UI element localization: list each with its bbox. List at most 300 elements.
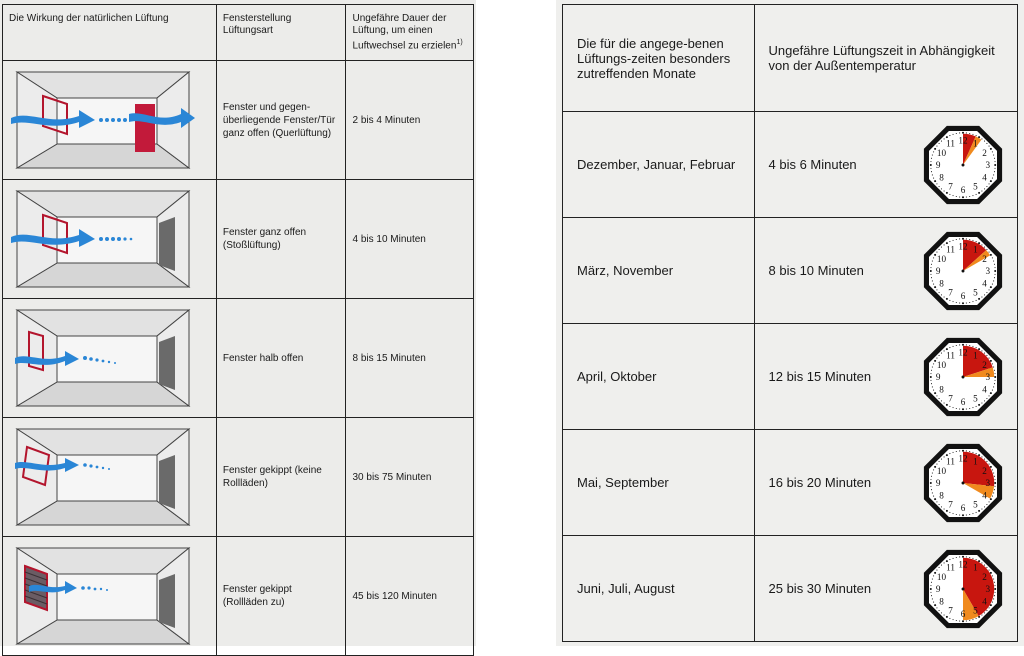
clock-tick bbox=[939, 354, 940, 355]
clock-tick bbox=[972, 407, 973, 408]
clock-tick bbox=[981, 456, 982, 457]
clock-tick bbox=[959, 196, 960, 197]
header-effect: Die Wirkung der natürlichen Lüftung bbox=[3, 5, 217, 61]
clock-tick bbox=[949, 193, 950, 194]
clock-tick bbox=[989, 569, 990, 570]
clock-number: 3 bbox=[985, 583, 991, 594]
clock-tick bbox=[990, 498, 992, 500]
clock-tick bbox=[976, 193, 977, 194]
clock-number: 7 bbox=[948, 605, 953, 616]
clock-number: 4 bbox=[982, 278, 987, 289]
time-text: 25 bis 30 Minuten bbox=[768, 581, 872, 596]
clock-tick bbox=[984, 400, 985, 401]
clock-number: 6 bbox=[960, 502, 966, 513]
table-row bbox=[563, 324, 1018, 430]
clock-tick bbox=[992, 601, 993, 602]
clock-tick bbox=[933, 469, 934, 470]
clock-tick bbox=[992, 495, 993, 496]
footnote-marker: 1) bbox=[456, 39, 463, 46]
clock-number: 10 bbox=[936, 147, 947, 158]
clock-icon bbox=[917, 225, 1009, 317]
clock-number: 12 bbox=[958, 558, 968, 569]
clock-tick bbox=[939, 609, 940, 610]
clock-tick bbox=[969, 344, 970, 345]
clock-number: 9 bbox=[935, 265, 941, 276]
clock-tick bbox=[994, 591, 995, 592]
clock-tick bbox=[989, 251, 990, 252]
clock-tick bbox=[930, 585, 931, 586]
clock-tick bbox=[994, 587, 996, 589]
table-row bbox=[563, 536, 1018, 642]
clock-tick bbox=[994, 167, 995, 168]
clock-tick bbox=[992, 151, 993, 152]
clock-tick bbox=[981, 296, 982, 297]
clock-tick bbox=[990, 147, 992, 149]
clock-tick bbox=[930, 479, 931, 480]
clock-tick bbox=[934, 604, 936, 606]
clock-tick bbox=[944, 138, 945, 139]
duration-text: 4 bis 10 Minuten bbox=[346, 180, 474, 299]
clock-tick bbox=[941, 294, 942, 295]
table-row bbox=[563, 430, 1018, 536]
clock-tick bbox=[969, 556, 970, 557]
clock-tick bbox=[992, 469, 993, 470]
clock-number: 7 bbox=[948, 287, 953, 298]
clock-tick bbox=[992, 363, 993, 364]
clock-tick bbox=[981, 508, 982, 509]
clock-tick bbox=[952, 301, 953, 302]
clock-center bbox=[962, 163, 965, 166]
clock-tick bbox=[994, 157, 995, 158]
clock-number: 12 bbox=[958, 346, 968, 357]
window-and-door-open-icon bbox=[9, 68, 197, 172]
clock-tick bbox=[994, 373, 995, 374]
clock-tick bbox=[952, 133, 953, 134]
clock-tick bbox=[944, 296, 945, 297]
clock-tick bbox=[936, 395, 937, 396]
clock-center bbox=[962, 587, 965, 590]
clock-tick bbox=[939, 503, 940, 504]
clock-tick bbox=[941, 188, 942, 189]
clock-number: 2 bbox=[982, 359, 987, 370]
clock-tick bbox=[931, 157, 932, 158]
clock-tick bbox=[994, 273, 995, 274]
clock-tick bbox=[990, 359, 992, 361]
clock-tick bbox=[986, 460, 987, 461]
clock-tick bbox=[952, 513, 953, 514]
clock-tick bbox=[930, 273, 931, 274]
clock-tick bbox=[994, 267, 995, 268]
clock-tick bbox=[949, 559, 950, 560]
clock-number: 2 bbox=[982, 571, 987, 582]
clock-tick bbox=[972, 345, 973, 346]
clock-tick bbox=[989, 289, 990, 290]
clock-tick bbox=[936, 569, 937, 570]
clock-tick bbox=[993, 386, 994, 387]
clock-tick bbox=[944, 562, 945, 563]
clock-tick bbox=[956, 619, 957, 620]
clock-tick bbox=[984, 140, 985, 141]
header-duration-text: Ungefähre Dauer der Lüftung, um einen Luftwechsel zu erzielen bbox=[352, 13, 457, 52]
clock-tick bbox=[966, 556, 967, 557]
clock-tick bbox=[936, 501, 937, 502]
clock-tick bbox=[962, 237, 964, 239]
clock-tick bbox=[933, 495, 934, 496]
clock-tick bbox=[994, 581, 995, 582]
clock-tick bbox=[959, 450, 960, 451]
clock-tick bbox=[949, 299, 950, 300]
clock-tick bbox=[994, 163, 996, 165]
clock-tick bbox=[978, 348, 980, 350]
clock-tick bbox=[976, 453, 977, 454]
clock-number: 4 bbox=[982, 596, 987, 607]
clock-tick bbox=[932, 578, 933, 579]
clock-number: 6 bbox=[960, 184, 966, 195]
window-fully-open-icon bbox=[9, 187, 197, 291]
clock-tick bbox=[944, 190, 945, 191]
clock-tick bbox=[969, 450, 970, 451]
clock-tick bbox=[952, 239, 953, 240]
months-text: Mai, September bbox=[563, 430, 755, 536]
clock-tick bbox=[931, 489, 932, 490]
clock-tick bbox=[956, 450, 957, 451]
clock-tick bbox=[972, 195, 973, 196]
clock-tick bbox=[994, 379, 995, 380]
clock-tick bbox=[936, 463, 937, 464]
clock-tick bbox=[966, 450, 967, 451]
clock-number: 11 bbox=[946, 456, 956, 467]
clock-tick bbox=[993, 492, 994, 493]
clock-number: 10 bbox=[936, 571, 947, 582]
clock-tick bbox=[952, 407, 953, 408]
clock-tick bbox=[976, 405, 977, 406]
clock-tick bbox=[931, 277, 932, 278]
clock-tick bbox=[981, 402, 982, 403]
clock-tick bbox=[993, 154, 994, 155]
clock-tick bbox=[936, 607, 937, 608]
clock-number: 11 bbox=[946, 244, 956, 255]
clock-tick bbox=[930, 269, 932, 271]
clock-tick bbox=[976, 241, 977, 242]
clock-number: 7 bbox=[948, 499, 953, 510]
clock-number: 7 bbox=[948, 181, 953, 192]
clock-number: 12 bbox=[958, 134, 968, 145]
clock-tick bbox=[993, 174, 994, 175]
clock-tick bbox=[969, 132, 970, 133]
clock-tick bbox=[931, 383, 932, 384]
clock-number: 3 bbox=[985, 371, 991, 382]
clock-tick bbox=[941, 564, 942, 565]
clock-number: 8 bbox=[939, 596, 944, 607]
clock-tick bbox=[992, 283, 993, 284]
clock-tick bbox=[981, 614, 982, 615]
clock-tick bbox=[966, 514, 967, 515]
clock-tick bbox=[939, 185, 940, 186]
clock-tick bbox=[972, 301, 973, 302]
clock-tick bbox=[994, 475, 995, 476]
clock-tick bbox=[962, 620, 964, 622]
clock-tick bbox=[986, 566, 987, 567]
clock-tick bbox=[986, 291, 987, 292]
clock-tick bbox=[959, 238, 960, 239]
clock-number: 8 bbox=[939, 172, 944, 183]
clock-tick bbox=[978, 509, 980, 511]
clock-tick bbox=[976, 299, 977, 300]
clock-tick bbox=[944, 244, 945, 245]
clock-tick bbox=[984, 188, 985, 189]
clock-tick bbox=[986, 354, 987, 355]
table-row bbox=[3, 537, 474, 656]
clock-tick bbox=[994, 369, 995, 370]
clock-tick bbox=[966, 408, 967, 409]
clock-number: 10 bbox=[936, 253, 947, 264]
clock-center bbox=[962, 269, 965, 272]
clock-number: 8 bbox=[939, 490, 944, 501]
clock-tick bbox=[930, 587, 932, 589]
clock-tick bbox=[976, 559, 977, 560]
time-text: 8 bis 10 Minuten bbox=[768, 263, 864, 278]
clock-tick bbox=[934, 465, 936, 467]
clock-tick bbox=[994, 375, 996, 377]
clock-tick bbox=[959, 620, 960, 621]
window-half-open-icon bbox=[9, 306, 197, 410]
table-header-row bbox=[3, 5, 474, 61]
clock-tick bbox=[972, 133, 973, 134]
clock-tick bbox=[931, 475, 932, 476]
duration-text: 2 bis 4 Minuten bbox=[346, 61, 474, 180]
clock-tick bbox=[978, 454, 980, 456]
clock-tick bbox=[994, 485, 995, 486]
clock-tick bbox=[992, 257, 993, 258]
clock-tick bbox=[949, 453, 950, 454]
clock-number: 1 bbox=[973, 244, 978, 255]
clock-tick bbox=[986, 397, 987, 398]
clock-tick bbox=[989, 357, 990, 358]
clock-tick bbox=[931, 171, 932, 172]
clock-tick bbox=[939, 248, 940, 249]
clock-number: 12 bbox=[958, 452, 968, 463]
clock-tick bbox=[994, 383, 995, 384]
clock-tick bbox=[992, 575, 993, 576]
clock-tick bbox=[962, 514, 964, 516]
window-position-text: Fenster ganz offen (Stoßlüftung) bbox=[216, 180, 346, 299]
clock-number: 11 bbox=[946, 138, 956, 149]
clock-tick bbox=[932, 260, 933, 261]
clock-tick bbox=[941, 612, 942, 613]
clock-tick bbox=[969, 407, 970, 408]
clock-tick bbox=[969, 195, 970, 196]
clock-tick bbox=[930, 161, 931, 162]
time-text: 4 bis 6 Minuten bbox=[768, 157, 857, 172]
clock-tick bbox=[984, 352, 985, 353]
clock-tick bbox=[941, 458, 942, 459]
clock-tick bbox=[936, 289, 937, 290]
clock-tick bbox=[934, 498, 936, 500]
clock-tick bbox=[981, 190, 982, 191]
clock-tick bbox=[949, 347, 950, 348]
clock-tick bbox=[976, 135, 977, 136]
clock-tick bbox=[969, 619, 970, 620]
clock-tick bbox=[994, 171, 995, 172]
clock-tick bbox=[984, 612, 985, 613]
clock-tick bbox=[934, 180, 936, 182]
clock-tick bbox=[966, 620, 967, 621]
clock-tick bbox=[962, 302, 964, 304]
clock-tick bbox=[972, 619, 973, 620]
clock-tick bbox=[990, 180, 992, 182]
clock-tick bbox=[990, 253, 992, 255]
clock-number: 2 bbox=[982, 253, 987, 264]
clock-number: 5 bbox=[973, 181, 978, 192]
window-position-text: Fenster gekippt (keine Rollläden) bbox=[216, 418, 346, 537]
clock-tick bbox=[931, 263, 932, 264]
clock-tick bbox=[946, 403, 948, 405]
clock-number: 10 bbox=[936, 359, 947, 370]
clock-tick bbox=[946, 509, 948, 511]
clock-tick bbox=[934, 253, 936, 255]
clock-tick bbox=[994, 479, 995, 480]
clock-tick bbox=[952, 619, 953, 620]
duration-text: 8 bis 15 Minuten bbox=[346, 299, 474, 418]
clock-tick bbox=[992, 389, 993, 390]
clock-tick bbox=[986, 185, 987, 186]
clock-tick bbox=[962, 555, 964, 557]
clock-tick bbox=[934, 392, 936, 394]
table-row bbox=[563, 218, 1018, 324]
clock-number: 9 bbox=[935, 583, 941, 594]
clock-tick bbox=[994, 595, 995, 596]
clock-number: 5 bbox=[973, 287, 978, 298]
clock-tick bbox=[959, 408, 960, 409]
clock-number: 7 bbox=[948, 393, 953, 404]
window-tilted-shutters-icon bbox=[9, 544, 197, 648]
clock-number: 6 bbox=[960, 608, 966, 619]
clock-tick bbox=[978, 191, 980, 193]
clock-tick bbox=[976, 347, 977, 348]
clock-tick bbox=[949, 617, 950, 618]
clock-tick bbox=[956, 344, 957, 345]
clock-tick bbox=[972, 513, 973, 514]
clock-tick bbox=[931, 369, 932, 370]
clock-tick bbox=[984, 246, 985, 247]
clock-tick bbox=[930, 167, 931, 168]
clock-tick bbox=[989, 501, 990, 502]
clock-tick bbox=[989, 395, 990, 396]
clock-number: 2 bbox=[982, 147, 987, 158]
clock-tick bbox=[930, 591, 931, 592]
clock-tick bbox=[994, 263, 995, 264]
clock-tick bbox=[966, 302, 967, 303]
clock-tick bbox=[962, 449, 964, 451]
clock-tick bbox=[959, 556, 960, 557]
clock-number: 6 bbox=[960, 290, 966, 301]
clock-tick bbox=[989, 463, 990, 464]
clock-tick bbox=[986, 503, 987, 504]
clock-tick bbox=[930, 267, 931, 268]
clock-tick bbox=[930, 481, 932, 483]
clock-tick bbox=[962, 343, 964, 345]
months-text: Dezember, Januar, Februar bbox=[563, 112, 755, 218]
clock-tick bbox=[949, 405, 950, 406]
header-ventilation-time: Ungefähre Lüftungszeit in Abhängigkeit von der Außentemperatur bbox=[754, 5, 1018, 112]
clock-tick bbox=[932, 280, 933, 281]
clock-icon bbox=[917, 543, 1009, 635]
clock-tick bbox=[932, 366, 933, 367]
clock-number: 3 bbox=[985, 265, 991, 276]
clock-tick bbox=[956, 513, 957, 514]
clock-number: 3 bbox=[985, 159, 991, 170]
clock-tick bbox=[952, 195, 953, 196]
clock-tick bbox=[936, 145, 937, 146]
clock-number: 6 bbox=[960, 396, 966, 407]
clock-tick bbox=[984, 506, 985, 507]
clock-tick bbox=[972, 239, 973, 240]
duration-text: 45 bis 120 Minuten bbox=[346, 537, 474, 656]
clock-tick bbox=[981, 562, 982, 563]
clock-tick bbox=[944, 402, 945, 403]
clock-tick bbox=[933, 257, 934, 258]
clock-center bbox=[962, 375, 965, 378]
clock-tick bbox=[944, 350, 945, 351]
clock-tick bbox=[978, 615, 980, 617]
clock-tick bbox=[944, 456, 945, 457]
clock-tick bbox=[969, 238, 970, 239]
clock-tick bbox=[941, 352, 942, 353]
window-position-text: Fenster gekippt (Rollläden zu) bbox=[216, 537, 346, 656]
clock-tick bbox=[962, 131, 964, 133]
clock-number: 5 bbox=[973, 605, 978, 616]
clock-tick bbox=[933, 151, 934, 152]
clock-icon bbox=[917, 437, 1009, 529]
clock-tick bbox=[934, 286, 936, 288]
clock-tick bbox=[978, 136, 980, 138]
clock-tick bbox=[993, 472, 994, 473]
clock-tick bbox=[933, 575, 934, 576]
clock-number: 10 bbox=[936, 465, 947, 476]
clock-tick bbox=[990, 465, 992, 467]
clock-tick bbox=[956, 195, 957, 196]
clock-center bbox=[962, 481, 965, 484]
window-tilted-icon bbox=[9, 425, 197, 529]
clock-tick bbox=[993, 260, 994, 261]
months-text: Juni, Juli, August bbox=[563, 536, 755, 642]
clock-tick bbox=[994, 161, 995, 162]
clock-tick bbox=[976, 511, 977, 512]
clock-tick bbox=[984, 294, 985, 295]
clock-number: 11 bbox=[946, 562, 956, 573]
clock-tick bbox=[944, 508, 945, 509]
clock-tick bbox=[939, 566, 940, 567]
clock-tick bbox=[941, 246, 942, 247]
clock-tick bbox=[932, 492, 933, 493]
table-row bbox=[3, 61, 474, 180]
clock-tick bbox=[930, 163, 932, 165]
clock-number: 1 bbox=[973, 562, 978, 573]
clock-tick bbox=[966, 238, 967, 239]
clock-tick bbox=[952, 345, 953, 346]
clock-tick bbox=[946, 191, 948, 193]
clock-tick bbox=[969, 513, 970, 514]
clock-icon bbox=[917, 331, 1009, 423]
clock-tick bbox=[993, 578, 994, 579]
clock-tick bbox=[984, 564, 985, 565]
header-window-position: Fensterstellung Lüftungsart bbox=[216, 5, 346, 61]
clock-tick bbox=[959, 344, 960, 345]
months-text: April, Oktober bbox=[563, 324, 755, 430]
table-row bbox=[3, 418, 474, 537]
clock-number: 4 bbox=[982, 490, 987, 501]
table-row bbox=[563, 112, 1018, 218]
